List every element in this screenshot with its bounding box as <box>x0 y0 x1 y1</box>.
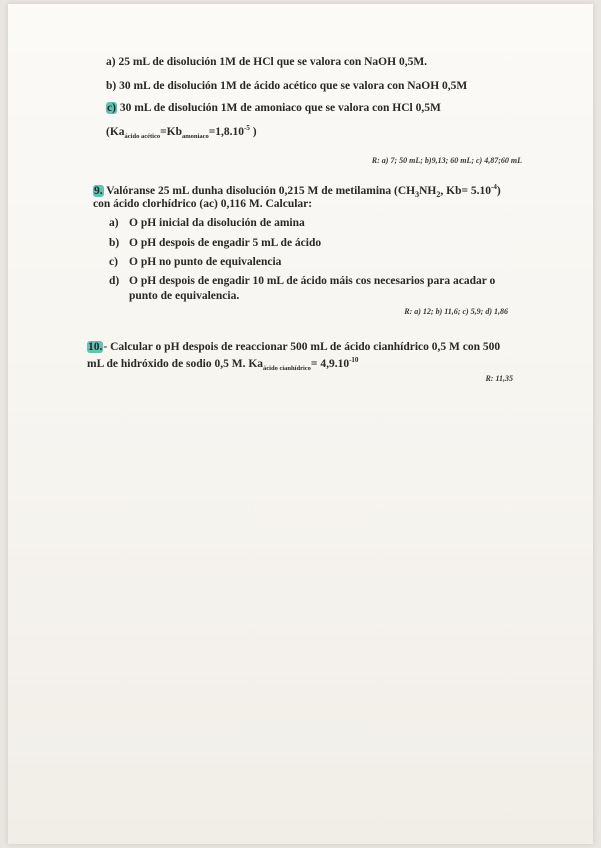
q8-constant-value: =1,8.10 <box>208 125 245 138</box>
q8-option-b: b) 30 mL de disolución 1M de ácido acético que se valora con NaOH 0,5M <box>106 80 468 92</box>
q9-text-a: Valóranse 25 mL dunha disolución 0,215 M de metilamina (CH <box>103 184 416 197</box>
q10-number-highlight: 10. <box>88 341 103 353</box>
q8-option-c <box>106 102 441 114</box>
q9-item-b-text: O pH despois de engadir 5 mL de ácido <box>129 237 322 249</box>
q8-answer: R: a) 7; 50 mL; b)9,13; 60 mL; c) 4,87;60 mL <box>371 156 522 165</box>
q9-item-c-text: O pH no punto de equivalencia <box>129 256 282 268</box>
q8-constants <box>106 124 257 140</box>
q9-sub-2: 2 <box>436 190 441 200</box>
paper-sheet <box>8 4 593 844</box>
q9-text-d: ) <box>496 184 501 197</box>
q9-item-c-label: c) <box>109 256 118 268</box>
q8-kb-sub-ammonia: amoniaco <box>182 133 209 141</box>
q8-ka-open: (Ka <box>106 125 125 138</box>
q10-statement-line1 <box>87 341 500 353</box>
q8-constant-exponent: -5 <box>244 124 250 132</box>
q9-item-a-label: a) <box>109 217 119 229</box>
q8-option-c-highlight: c) <box>107 102 116 114</box>
q9-item-b-label: b) <box>109 237 120 249</box>
q10-exponent: -10 <box>349 356 359 364</box>
q10-text-line1: - Calcular o pH despois de reaccionar 500 mL de ácido cianhídrico 0,5 M con 500 <box>103 341 501 353</box>
q9-text-c: , Kb= 5.10 <box>440 184 492 197</box>
q10-text-a: mL de hidróxido de sodio 0,5 M. Ka <box>87 357 264 370</box>
q8-option-a: a) 25 mL de disolución 1M de HCl que se valora con NaOH 0,5M. <box>106 56 428 68</box>
q9-kb-exponent: -4 <box>491 183 497 191</box>
q10-text-b: = 4,9.10 <box>310 357 350 370</box>
q10-statement-line2 <box>87 356 358 372</box>
q9-item-d-text: O pH despois de engadir 10 mL de ácido máis cos necesarios para acadar o <box>129 275 496 287</box>
q9-statement-line1 <box>93 183 501 199</box>
q9-sub-1: 3 <box>415 190 420 200</box>
q9-answer: R: a) 12; b) 11,6; c) 5,9; d) 1,86 <box>404 307 508 316</box>
q9-item-d-label: d) <box>109 275 120 287</box>
q9-text-b: NH <box>419 184 437 197</box>
q8-kb: =Kb <box>160 125 182 138</box>
q9-statement-line2: con ácido clorhídrico (ac) 0,116 M. Calcular: <box>93 198 313 210</box>
q9-item-d-continuation: punto de equivalencia. <box>129 290 240 302</box>
q8-option-c-text: 30 mL de disolución 1M de amoniaco que se valora con HCl 0,5M <box>116 102 441 114</box>
q8-ka-sub-acetic: ácido acético <box>124 133 161 141</box>
q10-ka-sub: ácido cianhídrico <box>263 365 311 373</box>
q9-number-highlight: 9. <box>94 184 103 197</box>
q9-item-a-text: O pH inicial da disolución de amina <box>129 217 305 229</box>
q10-answer: R: 11,35 <box>485 374 513 383</box>
q8-ka-close: ) <box>249 125 257 138</box>
